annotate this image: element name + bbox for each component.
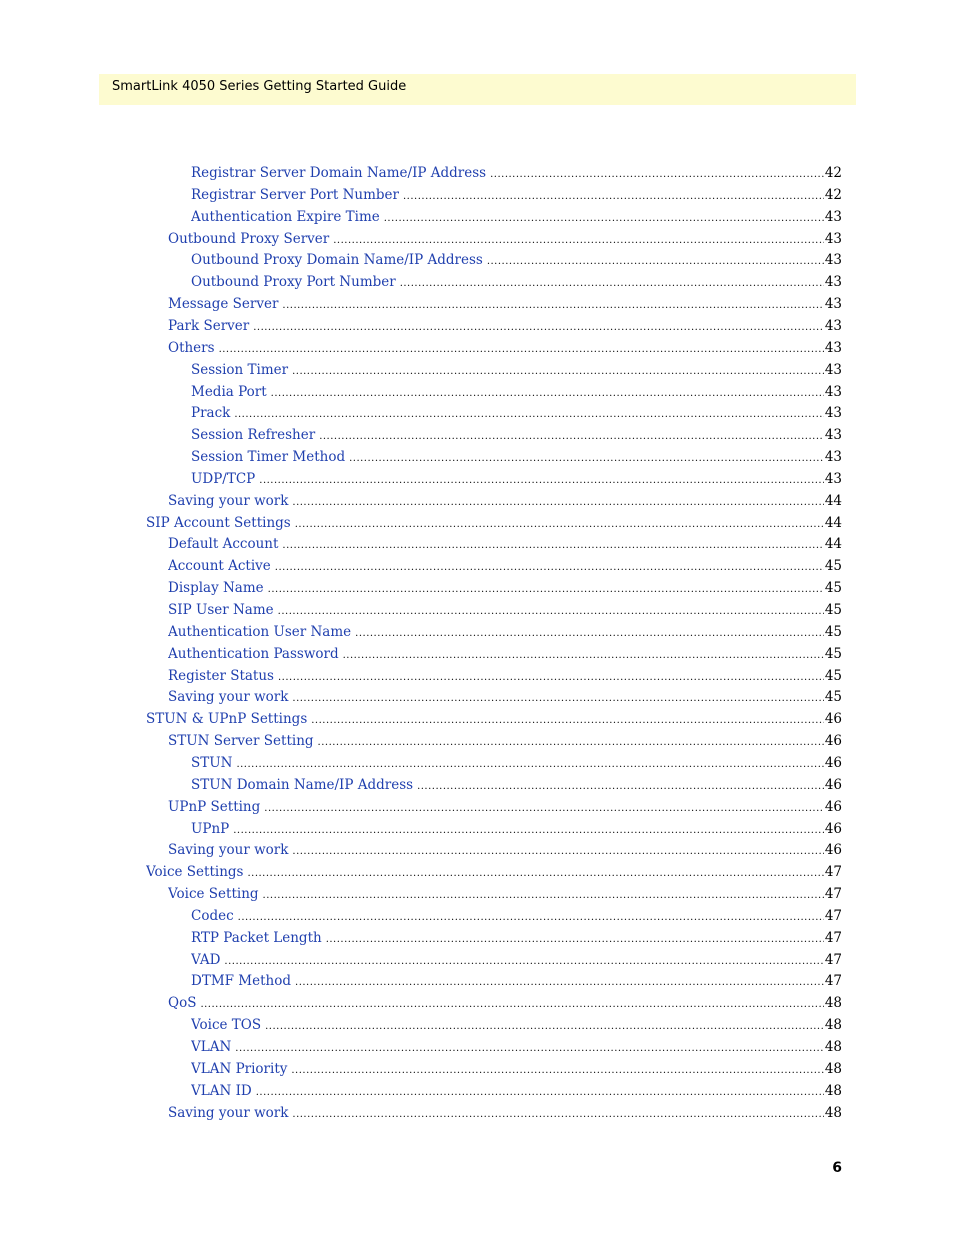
toc-entry[interactable] <box>168 577 842 599</box>
toc-entry-page: 42 <box>824 186 842 203</box>
toc-entry[interactable] <box>168 337 842 359</box>
toc-entry-label[interactable]: Voice TOS <box>191 1017 262 1034</box>
dot-leader <box>349 448 824 468</box>
toc-entry-page: 46 <box>824 798 842 815</box>
toc-entry-label[interactable]: Register Status <box>168 667 274 684</box>
toc-entry[interactable] <box>191 752 842 774</box>
dot-leader <box>278 601 824 621</box>
toc-entry-label[interactable]: Codec <box>191 907 234 924</box>
toc-entry[interactable] <box>191 359 842 381</box>
toc-entry[interactable] <box>168 686 842 708</box>
toc-entry-page: 46 <box>824 820 842 837</box>
toc-entry-page: 48 <box>824 1039 842 1055</box>
toc-entry-label[interactable]: STUN Server Setting <box>168 733 314 750</box>
toc-entry-label[interactable]: Park Server <box>168 317 250 334</box>
toc-entry[interactable] <box>168 621 842 643</box>
dot-leader <box>264 798 824 818</box>
toc-entry-label[interactable]: Voice Setting <box>168 886 259 903</box>
dot-leader <box>291 1060 823 1080</box>
dot-leader <box>256 1082 824 1102</box>
dot-leader <box>292 492 823 512</box>
toc-entry-label[interactable]: Default Account <box>168 536 279 553</box>
toc-entry-page: 43 <box>824 230 842 247</box>
toc-entry-label[interactable]: Session Refresher <box>191 427 316 444</box>
dot-leader <box>292 841 823 861</box>
toc-entry-page: 43 <box>824 296 842 313</box>
toc-entry[interactable] <box>168 293 842 315</box>
dot-leader <box>295 972 824 992</box>
dot-leader <box>417 776 824 796</box>
toc-entry-page: 45 <box>824 667 842 684</box>
dot-leader <box>333 230 824 250</box>
toc-entry[interactable] <box>191 271 842 293</box>
toc-entry[interactable] <box>191 949 842 971</box>
toc-entry[interactable] <box>168 1102 842 1124</box>
toc-entry-page: 43 <box>824 361 842 378</box>
toc-entry-page: 43 <box>824 449 842 466</box>
toc-entry-page: 45 <box>824 558 842 575</box>
dot-leader <box>253 317 824 337</box>
toc-entry-label[interactable]: Registrar Server Port Number <box>191 186 399 203</box>
toc-entry-label[interactable]: VLAN ID <box>191 1082 252 1099</box>
dot-leader <box>311 710 824 730</box>
dot-leader <box>234 404 823 424</box>
toc-entry-page: 47 <box>824 886 842 903</box>
toc-entry[interactable] <box>168 839 842 861</box>
dot-leader <box>487 251 824 271</box>
toc-entry[interactable] <box>146 512 842 534</box>
dot-leader <box>224 951 823 971</box>
dot-leader <box>292 1104 823 1124</box>
dot-leader <box>200 994 823 1014</box>
toc-entry[interactable] <box>168 599 842 621</box>
toc-entry-page: 47 <box>824 973 842 990</box>
toc-entry[interactable] <box>168 730 842 752</box>
toc-entry[interactable] <box>191 1058 842 1080</box>
toc-entry-page: 42 <box>824 165 842 181</box>
toc-entry-page: 47 <box>824 951 842 968</box>
toc-entry-page: 48 <box>824 1060 842 1077</box>
toc-entry-label[interactable]: VAD <box>191 951 221 968</box>
toc-entry-page: 45 <box>824 645 842 662</box>
toc-entry-label[interactable]: Account Active <box>168 558 271 575</box>
toc-entry-label[interactable]: SIP User Name <box>168 602 274 618</box>
toc-entry-label[interactable]: Session Timer Method <box>191 449 346 466</box>
toc-entry[interactable] <box>191 184 842 206</box>
toc-entry[interactable] <box>191 927 842 949</box>
dot-leader <box>233 820 824 840</box>
toc-entry[interactable] <box>168 992 842 1014</box>
dot-leader <box>247 863 823 883</box>
toc-entry-label[interactable]: Saving your work <box>168 1104 289 1121</box>
dot-leader <box>326 929 824 949</box>
toc-entry[interactable] <box>168 665 842 687</box>
toc-entry-page: 45 <box>824 623 842 640</box>
toc-entry-label[interactable]: VLAN Priority <box>191 1060 288 1077</box>
toc-entry-page: 46 <box>824 842 842 859</box>
toc-entry[interactable] <box>168 315 842 337</box>
toc-entry[interactable] <box>191 249 842 271</box>
toc-entry-label[interactable]: STUN & UPnP Settings <box>146 711 308 728</box>
running-header <box>99 74 856 105</box>
dot-leader <box>268 579 824 599</box>
dot-leader <box>219 339 824 359</box>
toc-entry-label[interactable]: Authentication Expire Time <box>191 208 380 225</box>
toc-entry[interactable] <box>168 555 842 577</box>
dot-leader <box>318 732 824 752</box>
header-title: SmartLink 4050 Series Getting Started Guide <box>112 79 407 94</box>
dot-leader <box>384 208 824 228</box>
toc-entry[interactable] <box>168 533 842 555</box>
toc-entry-label[interactable]: Saving your work <box>168 492 289 509</box>
toc-entry[interactable] <box>191 1080 842 1102</box>
toc-entry-label[interactable]: Authentication User Name <box>168 623 352 640</box>
toc-entry[interactable] <box>191 818 842 840</box>
toc-entry-label[interactable]: Saving your work <box>168 842 289 859</box>
toc-entry[interactable] <box>191 774 842 796</box>
toc-entry-label[interactable]: Voice Settings <box>146 864 244 881</box>
toc-entry-label[interactable]: Media Port <box>191 383 267 400</box>
toc-entry-label[interactable]: STUN <box>191 754 233 771</box>
dot-leader <box>343 645 824 665</box>
toc-entry-page: 47 <box>824 929 842 946</box>
toc-entry-page: 43 <box>824 274 842 291</box>
toc-entry[interactable] <box>168 643 842 665</box>
toc-entry-label[interactable]: UPnP <box>191 820 230 837</box>
toc-entry[interactable] <box>168 228 842 250</box>
toc-entry-label[interactable]: Session Timer <box>191 361 289 378</box>
toc-entry[interactable] <box>146 861 842 883</box>
dot-leader <box>263 885 824 905</box>
dot-leader <box>295 514 824 534</box>
toc-entry[interactable] <box>191 402 842 424</box>
dot-leader <box>275 557 824 577</box>
toc-entry-page: 45 <box>824 689 842 706</box>
toc-entry-label[interactable]: SIP Account Settings <box>146 514 291 531</box>
page-number: 6 <box>832 1160 842 1176</box>
toc-entry[interactable] <box>191 1036 842 1058</box>
toc-entry-label[interactable]: RTP Packet Length <box>191 929 322 946</box>
dot-leader <box>292 361 824 381</box>
toc-entry[interactable] <box>191 381 842 403</box>
toc-entry-label[interactable]: Registrar Server Domain Name/IP Address <box>191 165 487 181</box>
dot-leader <box>271 383 824 403</box>
dot-leader <box>400 273 824 293</box>
toc-entry-page: 43 <box>824 339 842 356</box>
dot-leader <box>265 1016 824 1036</box>
toc-entry-label[interactable]: Outbound Proxy Server <box>168 230 330 247</box>
dot-leader <box>278 667 824 687</box>
toc-entry-page: 45 <box>824 602 842 618</box>
toc-entry-page: 46 <box>824 711 842 728</box>
toc-entry[interactable] <box>191 446 842 468</box>
toc-entry-label[interactable]: Prack <box>191 405 231 422</box>
toc-entry-page: 43 <box>824 470 842 487</box>
toc-entry-page: 46 <box>824 754 842 771</box>
toc-entry-label[interactable]: UDP/TCP <box>191 470 256 487</box>
toc-entry-page: 43 <box>824 405 842 422</box>
toc-entry[interactable] <box>146 708 842 730</box>
dot-leader <box>282 535 823 555</box>
dot-leader <box>292 688 823 708</box>
toc-entry-label[interactable]: QoS <box>168 995 197 1012</box>
toc-entry-page: 43 <box>824 427 842 444</box>
toc-entry-label[interactable]: Display Name <box>168 580 264 597</box>
toc-entry[interactable] <box>168 796 842 818</box>
toc-entry[interactable] <box>168 490 842 512</box>
toc-entry-page: 43 <box>824 317 842 334</box>
toc-entry[interactable] <box>191 468 842 490</box>
toc-entry-label[interactable]: VLAN <box>191 1039 232 1055</box>
dot-leader <box>235 1038 824 1058</box>
toc-entry-page: 44 <box>824 492 842 509</box>
dot-leader <box>259 470 824 490</box>
toc-entry-label[interactable]: Outbound Proxy Domain Name/IP Address <box>191 252 483 269</box>
toc-entry-page: 47 <box>824 864 842 881</box>
toc-entry-page: 47 <box>824 907 842 924</box>
toc-entry-page: 48 <box>824 995 842 1012</box>
toc-entry-page: 48 <box>824 1104 842 1121</box>
toc-entry-page: 44 <box>824 514 842 531</box>
dot-leader <box>236 754 823 774</box>
toc-entry-page: 43 <box>824 252 842 269</box>
toc-entry-page: 48 <box>824 1082 842 1099</box>
toc-entry-page: 45 <box>824 580 842 597</box>
toc-entry-label[interactable]: Outbound Proxy Port Number <box>191 274 396 291</box>
toc-entry-page: 43 <box>824 383 842 400</box>
dot-leader <box>238 907 824 927</box>
dot-leader <box>490 164 824 184</box>
dot-leader <box>403 186 824 206</box>
toc-entry-page: 44 <box>824 536 842 553</box>
toc-entry-label[interactable]: Authentication Password <box>168 645 339 662</box>
dot-leader <box>282 295 823 315</box>
toc-entry[interactable] <box>191 1014 842 1036</box>
dot-leader <box>355 623 824 643</box>
toc-entry-page: 48 <box>824 1017 842 1034</box>
toc-entry-label[interactable]: STUN Domain Name/IP Address <box>191 776 414 793</box>
toc-entry-label[interactable]: DTMF Method <box>191 973 292 990</box>
toc-entry[interactable] <box>168 883 842 905</box>
toc-entry[interactable] <box>191 424 842 446</box>
toc-entry-label[interactable]: Message Server <box>168 296 279 313</box>
toc-entry-page: 46 <box>824 733 842 750</box>
toc-entry-page: 46 <box>824 776 842 793</box>
toc-entry[interactable] <box>191 970 842 992</box>
toc-entry[interactable] <box>191 162 842 184</box>
toc-entry[interactable] <box>191 206 842 228</box>
toc-entry-page: 43 <box>824 208 842 225</box>
dot-leader <box>319 426 824 446</box>
toc-entry-label[interactable]: Saving your work <box>168 689 289 706</box>
toc-entry-label[interactable]: UPnP Setting <box>168 798 261 815</box>
toc-entry[interactable] <box>191 905 842 927</box>
toc-entry-label[interactable]: Others <box>168 339 215 356</box>
